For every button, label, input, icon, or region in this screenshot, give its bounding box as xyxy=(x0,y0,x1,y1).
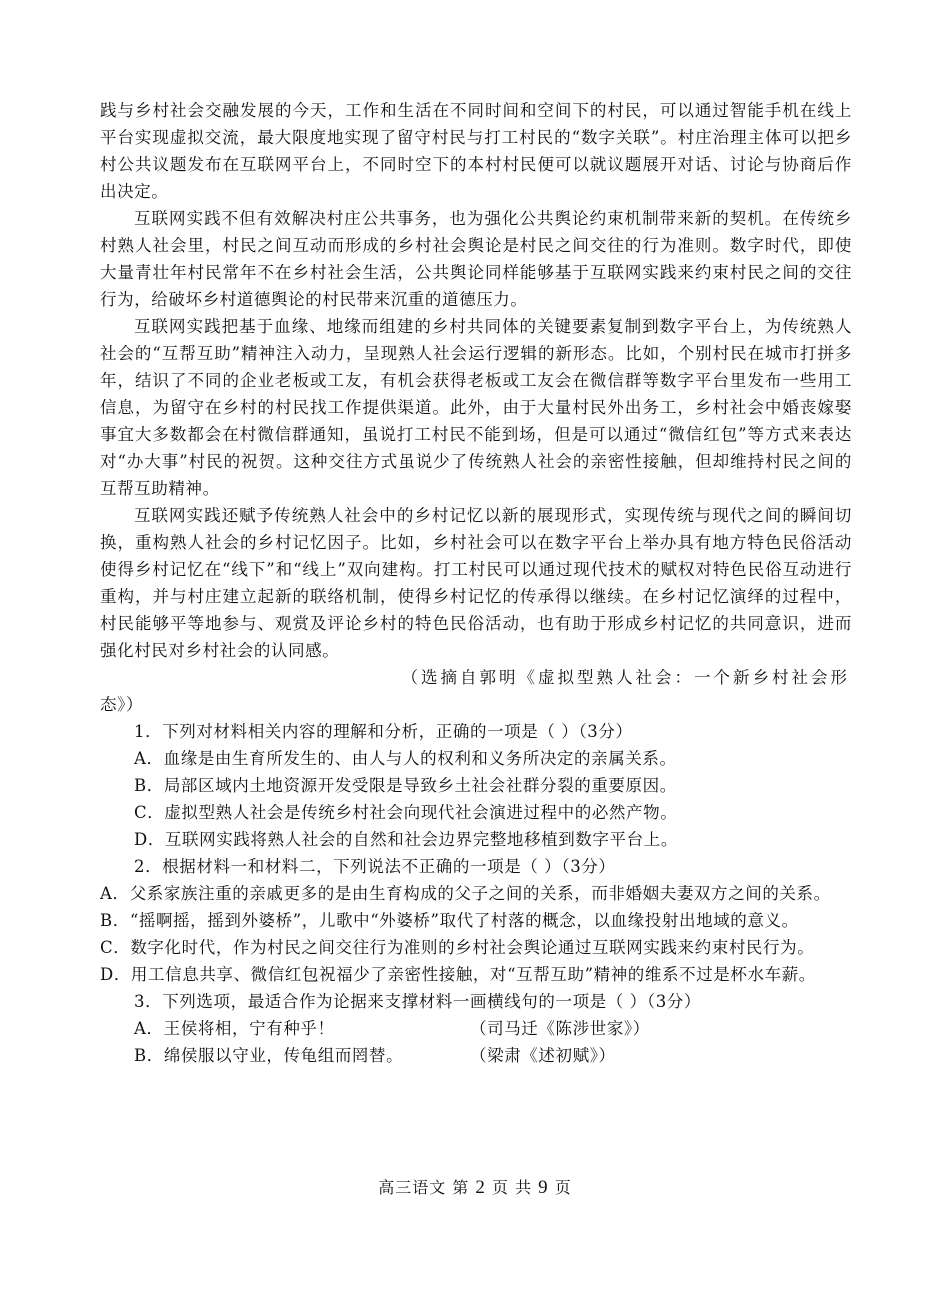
page-content xyxy=(100,97,852,1069)
question-3-option-a-source: （司马迁《陈涉世家》） xyxy=(470,1019,650,1038)
question-3-option-b-text: B．绵侯服以守业，传龟组而罔替。 xyxy=(134,1046,404,1065)
source-citation-continued: 态》） xyxy=(100,695,144,714)
question-1-option-a: A．血缘是由生育所发生的、由人与人的权利和义务所决定的亲属关系。 xyxy=(134,749,677,768)
question-2-option-a: A．父系家族注重的亲戚更多的是由生育构成的父子之间的关系，而非婚姻夫妻双方之间的关系。 xyxy=(100,884,831,903)
footer-page-number: 2 xyxy=(475,1177,486,1198)
question-2-option-c: C．数字化时代，作为村民之间交往行为准则的乡村社会舆论通过互联网实践来约束村民行为。 xyxy=(100,938,815,957)
question-1-stem: 1．下列对材料相关内容的理解和分析，正确的一项是（ ）（3分） xyxy=(134,722,633,741)
footer-prefix: 高三语文 第 xyxy=(378,1178,476,1197)
question-2-option-d: D．用工信息共享、微信红包祝福少了亲密性接触，对“互帮互助”精神的维系不过是杯水车薪。 xyxy=(100,965,816,984)
passage-paragraph-1: 践与乡村社会交融发展的今天，工作和生活在不同时间和空间下的村民，可以通过智能手机在线上平台实现虚拟交流，最大限度地实现了留守村民与打工村民的“数字关联”。村庄治理主体可以把乡村公共议题发布在互联网平台上，不同时空下的本村村民便可以就议题展开对话、讨论与协商后作出决定。 xyxy=(100,101,852,201)
passage-paragraph-4: 互联网实践还赋予传统熟人社会中的乡村记忆以新的展现形式，实现传统与现代之间的瞬间切换，重构熟人社会的乡村记忆因子。比如，乡村社会可以在数字平台上举办具有地方特色民俗活动使得乡村记忆在“线下”和“线上”双向建构。打工村民可以通过现代技术的赋权对特色民俗互动进行重构，并与村庄建立起新的联络机制，使得乡村记忆的传承得以继续。在乡村记忆演绎的过程中，村民能够平等地参与、观赏及评论乡村的特色民俗活动，也有助于形成乡村记忆的共同意识，进而强化村民对乡村社会的认同感。 xyxy=(100,506,852,660)
question-1-option-c: C．虚拟型熟人社会是传统乡村社会向现代社会演进过程中的必然产物。 xyxy=(134,803,678,822)
page-footer xyxy=(0,1175,950,1199)
question-3-option-b xyxy=(100,1042,852,1069)
question-1-option-d: D．互联网实践将熟人社会的自然和社会边界完整地移植到数字平台上。 xyxy=(134,830,678,849)
question-3-option-b-source: （梁肃《述初赋》） xyxy=(470,1046,616,1065)
question-3-stem: 3．下列选项，最适合作为论据来支撑材料一画横线句的一项是（ ）（3分） xyxy=(134,992,701,1011)
passage-paragraph-3: 互联网实践把基于血缘、地缘而组建的乡村共同体的关键要素复制到数字平台上，为传统熟人社会的“互帮互助”精神注入动力，呈现熟人社会运行逻辑的新形态。比如，个别村民在城市打拼多年，结识了不同的企业老板或工友，有机会获得老板或工友会在微信群等数字平台里发布一些用工信息，为留守在乡村的村民找工作提供渠道。此外，由于大量村民外出务工，乡村社会中婚丧嫁娶事宜大多数都会在村微信群通知，虽说打工村民不能到场，但是可以通过“微信红包”等方式来表达对“办大事”村民的祝贺。这种交往方式虽说少了传统熟人社会的亲密性接触，但却维持村民之间的互帮互助精神。 xyxy=(100,317,852,498)
question-3-option-a-text: A．王侯将相，宁有种乎！ xyxy=(134,1019,335,1038)
question-3-option-a xyxy=(100,1015,852,1042)
source-citation: （选摘自郭明《虚拟型熟人社会：一个新乡村社会形 xyxy=(401,668,850,687)
footer-total-pages: 9 xyxy=(538,1177,549,1198)
footer-middle: 页 共 xyxy=(485,1178,539,1197)
passage-paragraph-2: 互联网实践不但有效解决村庄公共事务，也为强化公共舆论约束机制带来新的契机。在传统乡村熟人社会里，村民之间互动而形成的乡村社会舆论是村民之间交往的行为准则。数字时代，即使大量青壮年村民常年不在乡村社会生活，公共舆论同样能够基于互联网实践来约束村民之间的交往行为，给破坏乡村道德舆论的村民带来沉重的道德压力。 xyxy=(100,209,852,309)
question-1-option-b: B．局部区域内土地资源开发受限是导致乡土社会社群分裂的重要原因。 xyxy=(134,776,677,795)
question-2-option-b: B．“摇啊摇，摇到外婆桥”，儿歌中“外婆桥”取代了村落的概念，以血缘投射出地域的意义。 xyxy=(100,911,799,930)
question-2-stem: 2．根据材料一和材料二，下列说法不正确的一项是（ ）（3分） xyxy=(134,857,616,876)
footer-suffix: 页 xyxy=(548,1178,572,1197)
